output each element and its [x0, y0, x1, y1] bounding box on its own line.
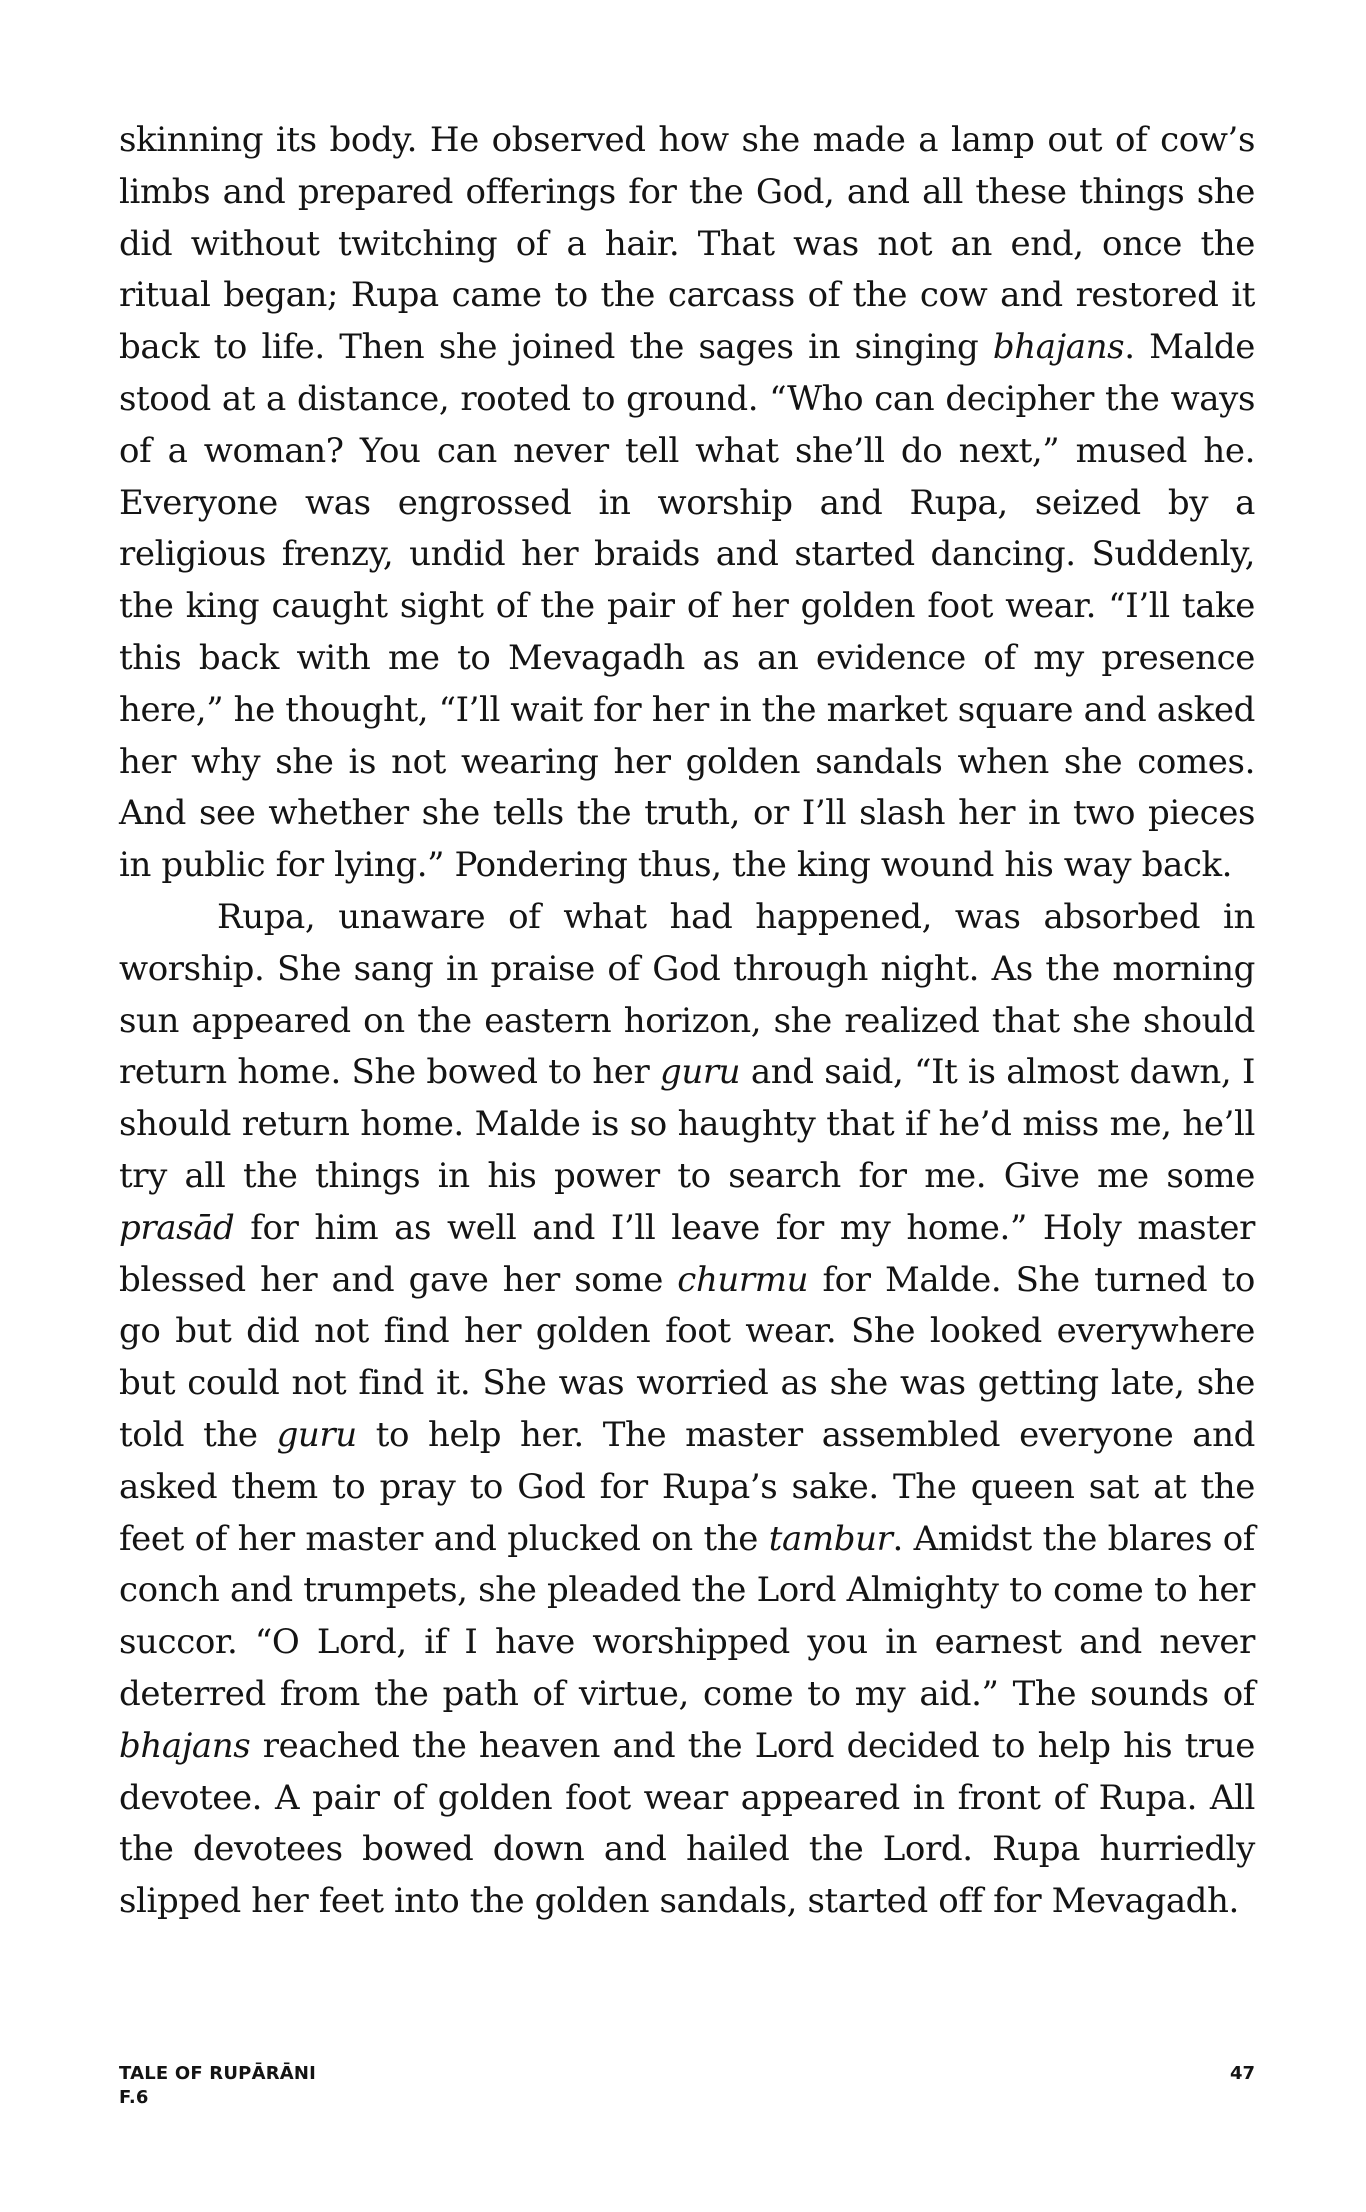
text-segment: . Amidst the blares of conch and trumpets, she pleaded the Lord Almighty to come to her succor. “O Lord, if I have worshipped you in earnest and never deterred from the path of virtue, come to my aid.” The sounds of — [119, 1518, 1255, 1714]
text-segment: for him as well and I’ll leave for my home.” Holy master blessed her and gave her some — [119, 1207, 1255, 1300]
text-segment: . Malde stood at a distance, rooted to ground. “Who can decipher the ways of a woman? You can never tell what she’ll do next,” mused he. Everyone was engrossed in worship and Rupa, seized by a religious frenzy, undid her braids and started dancing. Suddenly, the king caught sight of the pair of her golden foot wear. “I’ll take this back with me to Mevagadh as an evidence of my presence here,” he thought, “I’ll wait for her in the market square and asked her why she is not wearing her golden sandals when she comes. And see whether she tells the truth, or I’ll slash her in two pieces in public for lying.” Pondering thus, the king wound his way back. — [119, 327, 1255, 886]
signature-mark: F.6 — [119, 2087, 149, 2108]
italic-term: guru — [659, 1052, 741, 1093]
paragraph-1 — [119, 115, 1255, 892]
text-segment: skinning its body. He observed how she made a lamp out of cow’s limbs and prepared offerings for the God, and all these things she did without twitching of a hair. That was not an end, once the ritual began; Rupa came to the carcass of the cow and restored it back to life. Then she joined the sages in singing — [119, 120, 1255, 368]
text-segment: to help her. The master assembled everyone and asked them to pray to God for Rupa’s sake. The queen sat at the feet of her master and plucked on the — [119, 1414, 1256, 1559]
italic-term: bhajans — [992, 327, 1125, 368]
text-segment: Rupa, unaware of what had happened, was absorbed in worship. She sang in praise of God through night. As the morning sun appeared on the eastern horizon, she realized that she should return home. She bowed to her — [119, 896, 1255, 1093]
italic-term: guru — [276, 1414, 357, 1455]
italic-term: tambur — [768, 1518, 893, 1559]
footer-left — [119, 2062, 316, 2110]
italic-term: bhajans — [119, 1725, 251, 1766]
text-segment: reached the heaven and the Lord decided to help his true devotee. A pair of golden foot wear appeared in front of Rupa. All the devotees bowed down and hailed the Lord. Rupa hurriedly slipped her feet into the golden sandals, started off for Mevagadh. — [119, 1725, 1255, 1922]
text-segment: and said, “It is almost dawn, I should return home. Malde is so haughty that if he’d miss me, he’ll try all the things in his power to search for me. Give me some — [119, 1052, 1255, 1196]
body-text — [119, 115, 1255, 1928]
paragraph-2 — [119, 892, 1255, 1928]
page-number: 47 — [1229, 2063, 1255, 2084]
running-title: TALE OF RUPĀRĀNI — [119, 2063, 317, 2084]
italic-term: prasād — [119, 1207, 235, 1248]
text-segment: for Malde. She turned to go but did not find her golden foot wear. She looked everywhere but could not find it. She was worried as she was getting late, she told the — [119, 1259, 1255, 1455]
italic-term: churmu — [677, 1259, 809, 1300]
